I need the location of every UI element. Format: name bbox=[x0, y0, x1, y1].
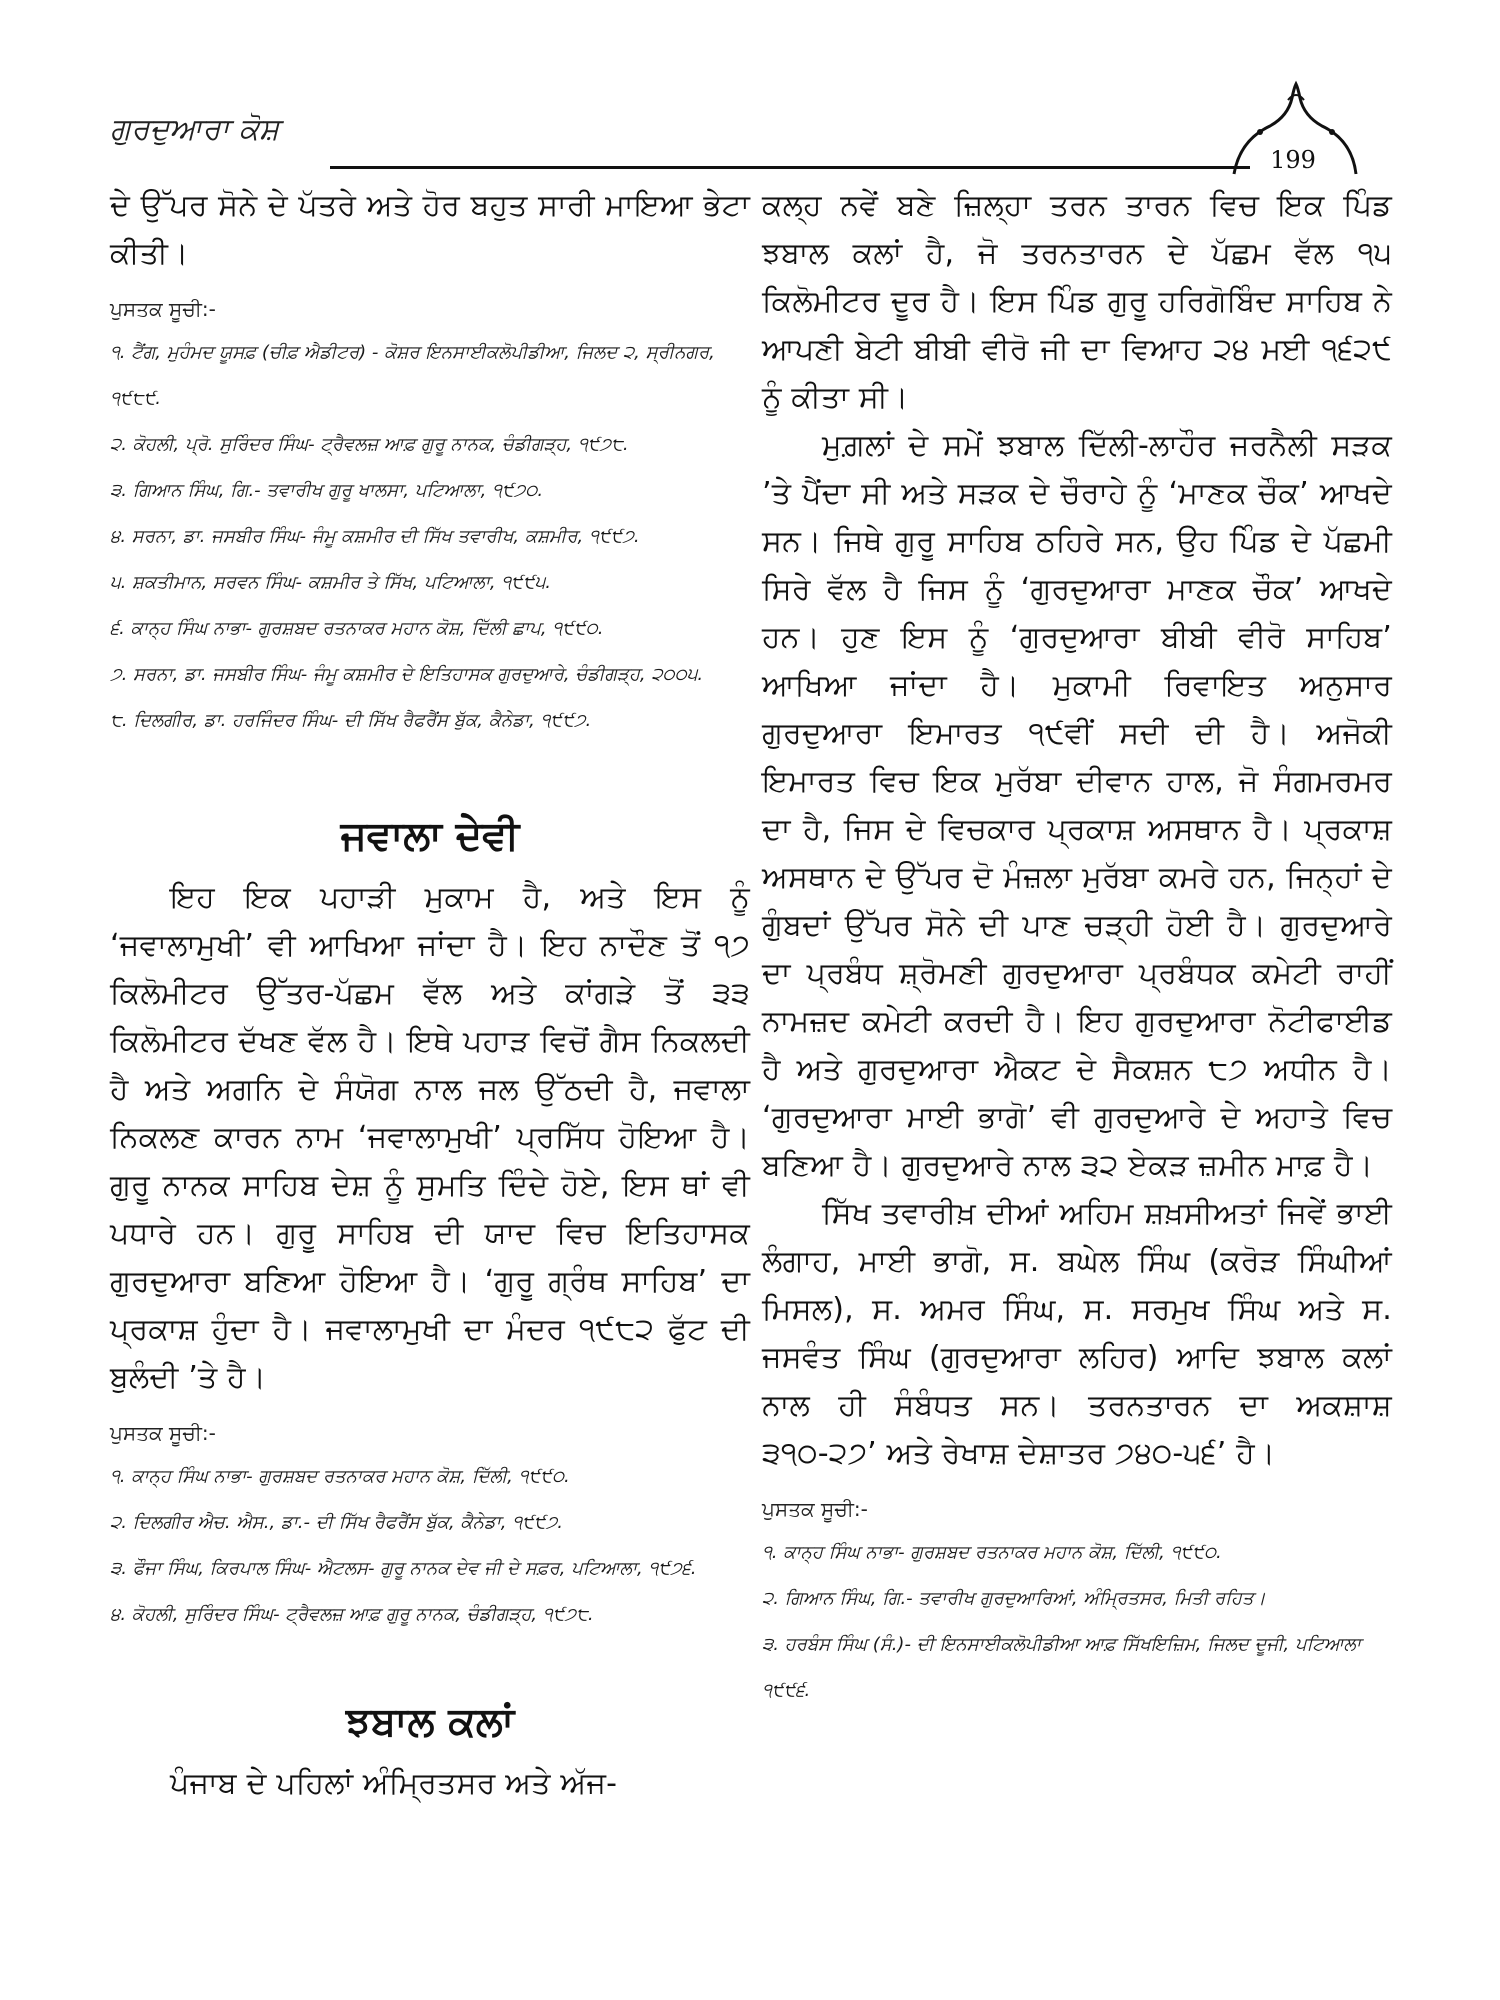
reference-list bbox=[110, 1454, 750, 1638]
reference-item: ੩. ਗਿਆਨ ਸਿੰਘ, ਗਿ.- ਤਵਾਰੀਖ ਗੁਰੂ ਖਾਲਸਾ, ਪਟਿਆਲਾ, ੧੯੭੦. bbox=[110, 480, 544, 501]
paragraph: ਕਲ੍ਹ ਨਵੇਂ ਬਣੇ ਜ਼ਿਲ੍ਹਾ ਤਰਨ ਤਾਰਨ ਵਿਚ ਇਕ ਪਿੰਡ ਝਬਾਲ ਕਲਾਂ ਹੈ, ਜੋ ਤਰਨਤਾਰਨ ਦੇ ਪੱਛਮ ਵੱਲ ੧੫ ਕਿਲੋਮੀਟਰ ਦੂਰ ਹੈ। ਇਸ ਪਿੰਡ ਗੁਰੂ ਹਰਿਗੋਬਿੰਦ ਸਾਹਿਬ ਨੇ ਆਪਣੀ ਬੇਟੀ ਬੀਬੀ ਵੀਰੋ ਜੀ ਦਾ ਵਿਆਹ ੨੪ ਮਈ ੧੬੨੯ ਨੂੰ ਕੀਤਾ ਸੀ। bbox=[762, 188, 1392, 415]
reference-list bbox=[110, 330, 750, 744]
reference-item: ੧. ਟੈਂਗ, ਮੁਹੰਮਦ ਯੂਸਫ਼ (ਚੀਫ਼ ਐਡੀਟਰ) - ਕੋਸ਼ਰ ਇਨਸਾਈਕਲੋਪੀਡੀਆ, ਜਿਲਦ ੨, ਸ੍ਰੀਨਗਰ, ੧੯੮੯. bbox=[110, 342, 715, 409]
reference-item: ੭. ਸਰਨਾ, ਡਾ. ਜਸਬੀਰ ਸਿੰਘ- ਜੰਮੂ ਕਸ਼ਮੀਰ ਦੇ ਇਤਿਹਾਸਕ ਗੁਰਦੁਆਰੇ, ਚੰਡੀਗੜ੍ਹ, ੨੦੦੫. bbox=[110, 664, 704, 685]
reference-list bbox=[762, 1530, 1392, 1714]
reference-item: ੪. ਸਰਨਾ, ਡਾ. ਜਸਬੀਰ ਸਿੰਘ- ਜੰਮੂ ਕਸ਼ਮੀਰ ਦੀ ਸਿੱਖ ਤਵਾਰੀਖ, ਕਸ਼ਮੀਰ, ੧੯੯੭. bbox=[110, 526, 640, 547]
paragraph: ਸਿੱਖ ਤਵਾਰੀਖ਼ ਦੀਆਂ ਅਹਿਮ ਸ਼ਖ਼ਸੀਅਤਾਂ ਜਿਵੇਂ ਭਾਈ ਲੰਗਾਹ, ਮਾਈ ਭਾਗੋ, ਸ. ਬਘੇਲ ਸਿੰਘ (ਕਰੋੜ ਸਿੰਘੀਆਂ ਮਿਸਲ), ਸ. ਅਮਰ ਸਿੰਘ, ਸ. ਸਰਮੁਖ ਸਿੰਘ ਅਤੇ ਸ. ਜਸਵੰਤ ਸਿੰਘ (ਗੁਰਦੁਆਰਾ ਲਹਿਰ) ਆਦਿ ਝਬਾਲ ਕਲਾਂ ਨਾਲ ਹੀ ਸੰਬੰਧਤ ਸਨ। ਤਰਨਤਾਰਨ ਦਾ ਅਕਸ਼ਾਸ਼ ੩੧੦-੨੭’ ਅਤੇ ਰੇਖਾਸ਼ ਦੇਸ਼ਾਤਰ ੭੪੦-੫੬’ ਹੈ। bbox=[762, 1196, 1392, 1471]
sources-title: ਪੁਸਤਕ ਸੂਚੀ:- bbox=[110, 297, 216, 321]
sources-title: ਪੁਸਤਕ ਸੂਚੀ:- bbox=[762, 1497, 868, 1521]
paragraph: ਮੁਗ਼ਲਾਂ ਦੇ ਸਮੇਂ ਝਬਾਲ ਦਿੱਲੀ-ਲਾਹੌਰ ਜਰਨੈਲੀ ਸੜਕ ’ਤੇ ਪੈਂਦਾ ਸੀ ਅਤੇ ਸੜਕ ਦੇ ਚੌਰਾਹੇ ਨੂੰ ‘ਮਾਣਕ ਚੌਕ’ ਆਖਦੇ ਸਨ। ਜਿਥੇ ਗੁਰੂ ਸਾਹਿਬ ਠਹਿਰੇ ਸਨ, ਉਹ ਪਿੰਡ ਦੇ ਪੱਛਮੀ ਸਿਰੇ ਵੱਲ ਹੈ ਜਿਸ ਨੂੰ ‘ਗੁਰਦੁਆਰਾ ਮਾਣਕ ਚੌਕ’ ਆਖਦੇ ਹਨ। ਹੁਣ ਇਸ ਨੂੰ ‘ਗੁਰਦੁਆਰਾ ਬੀਬੀ ਵੀਰੋ ਸਾਹਿਬ’ ਆਖਿਆ ਜਾਂਦਾ ਹੈ। ਮੁਕਾਮੀ ਰਿਵਾਇਤ ਅਨੁਸਾਰ ਗੁਰਦੁਆਰਾ ਇਮਾਰਤ ੧੯ਵੀਂ ਸਦੀ ਦੀ ਹੈ। ਅਜੋਕੀ ਇਮਾਰਤ ਵਿਚ ਇਕ ਮੁਰੱਬਾ ਦੀਵਾਨ ਹਾਲ, ਜੋ ਸੰਗਮਰਮਰ ਦਾ ਹੈ, ਜਿਸ ਦੇ ਵਿਚਕਾਰ ਪ੍ਰਕਾਸ਼ ਅਸਥਾਨ ਹੈ। ਪ੍ਰਕਾਸ਼ ਅਸਥਾਨ ਦੇ ਉੱਪਰ ਦੋ ਮੰਜ਼ਲਾ ਮੁਰੱਬਾ ਕਮਰੇ ਹਨ, ਜਿਨ੍ਹਾਂ ਦੇ ਗੁੰਬਦਾਂ ਉੱਪਰ ਸੋਨੇ ਦੀ ਪਾਣ ਚੜ੍ਹੀ ਹੋਈ ਹੈ। ਗੁਰਦੁਆਰੇ ਦਾ ਪ੍ਰਬੰਧ ਸ਼੍ਰੋਮਣੀ ਗੁਰਦੁਆਰਾ ਪ੍ਰਬੰਧਕ ਕਮੇਟੀ ਰਾਹੀਂ ਨਾਮਜ਼ਦ ਕਮੇਟੀ ਕਰਦੀ ਹੈ। ਇਹ ਗੁਰਦੁਆਰਾ ਨੋਟੀਫਾਈਡ ਹੈ ਅਤੇ ਗੁਰਦੁਆਰਾ ਐਕਟ ਦੇ ਸੈਕਸ਼ਨ ੮੭ ਅਧੀਨ ਹੈ। ‘ਗੁਰਦੁਆਰਾ ਮਾਈ ਭਾਗੋ’ ਵੀ ਗੁਰਦੁਆਰੇ ਦੇ ਅਹਾਤੇ ਵਿਚ ਬਣਿਆ ਹੈ। ਗੁਰਦੁਆਰੇ ਨਾਲ ੩੨ ਏਕੜ ਜ਼ਮੀਨ ਮਾਫ਼ ਹੈ। bbox=[762, 428, 1392, 1183]
reference-item: ੨. ਕੋਹਲੀ, ਪ੍ਰੋ. ਸੁਰਿੰਦਰ ਸਿੰਘ- ਟ੍ਰੈਵਲਜ਼ ਆਫ਼ ਗੁਰੂ ਨਾਨਕ, ਚੰਡੀਗੜ੍ਹ, ੧੯੭੮. bbox=[110, 434, 629, 455]
header-rule bbox=[330, 166, 1250, 169]
reference-item: ੮. ਦਿਲਗੀਰ, ਡਾ. ਹਰਜਿੰਦਰ ਸਿੰਘ- ਦੀ ਸਿੱਖ ਰੈਫਰੈਂਸ ਬੁੱਕ, ਕੈਨੇਡਾ, ੧੯੯੭. bbox=[110, 710, 592, 731]
sources-title: ਪੁਸਤਕ ਸੂਚੀ:- bbox=[110, 1421, 216, 1445]
reference-item: ੨. ਦਿਲਗੀਰ ਐਚ. ਐਸ., ਡਾ.- ਦੀ ਸਿੱਖ ਰੈਫਰੈਂਸ ਬੁੱਕ, ਕੈਨੇਡਾ, ੧੯੯੭. bbox=[110, 1512, 563, 1533]
left-column bbox=[110, 182, 750, 1808]
reference-item: ੨. ਗਿਆਨ ਸਿੰਘ, ਗਿ.- ਤਵਾਰੀਖ ਗੁਰਦੁਆਰਿਆਂ, ਅੰਮ੍ਰਿਤਸਰ, ਮਿਤੀ ਰਹਿਤ। bbox=[762, 1588, 1266, 1609]
reference-item: ੫. ਸ਼ਕਤੀਮਾਨ, ਸਰਵਨ ਸਿੰਘ- ਕਸ਼ਮੀਰ ਤੇ ਸਿੱਖ, ਪਟਿਆਲਾ, ੧੯੯੫. bbox=[110, 572, 551, 593]
section-heading-jawala-devi: ਜਵਾਲਾ ਦੇਵੀ bbox=[340, 813, 520, 859]
right-column bbox=[762, 182, 1392, 1714]
reference-item: ੩. ਫੌਜਾ ਸਿੰਘ, ਕਿਰਪਾਲ ਸਿੰਘ- ਐਟਲਸ- ਗੁਰੂ ਨਾਨਕ ਦੇਵ ਜੀ ਦੇ ਸਫ਼ਰ, ਪਟਿਆਲਾ, ੧੯੭੬. bbox=[110, 1558, 697, 1579]
reference-item: ੬. ਕਾਨ੍ਹ ਸਿੰਘ ਨਾਭਾ- ਗੁਰਸ਼ਬਦ ਰਤਨਾਕਰ ਮਹਾਨ ਕੋਸ਼, ਦਿੱਲੀ ਛਾਪ, ੧੯੯੦. bbox=[110, 618, 604, 639]
reference-item: ੩. ਹਰਬੰਸ ਸਿੰਘ (ਸੰ.)- ਦੀ ਇਨਸਾਈਕਲੋਪੀਡੀਆ ਆਫ਼ ਸਿੱਖਇਜ਼ਿਮ, ਜਿਲਦ ਦੂਜੀ, ਪਟਿਆਲਾ ੧੯੯੬. bbox=[762, 1634, 1361, 1701]
reference-item: ੪. ਕੋਹਲੀ, ਸੁਰਿੰਦਰ ਸਿੰਘ- ਟ੍ਰੈਵਲਜ਼ ਆਫ਼ ਗੁਰੂ ਨਾਨਕ, ਚੰਡੀਗੜ੍ਹ, ੧੯੭੮. bbox=[110, 1604, 594, 1625]
page-number: 199 bbox=[1270, 146, 1316, 174]
section-body: ਪੰਜਾਬ ਦੇ ਪਹਿਲਾਂ ਅੰਮ੍ਰਿਤਸਰ ਅਤੇ ਅੱਜ- bbox=[170, 1766, 618, 1801]
section-body: ਇਹ ਇਕ ਪਹਾੜੀ ਮੁਕਾਮ ਹੈ, ਅਤੇ ਇਸ ਨੂੰ ‘ਜਵਾਲਾਮੁਖੀ’ ਵੀ ਆਖਿਆ ਜਾਂਦਾ ਹੈ। ਇਹ ਨਾਦੌਣ ਤੋਂ ੧੭ ਕਿਲੋਮੀਟਰ ਉੱਤਰ-ਪੱਛਮ ਵੱਲ ਅਤੇ ਕਾਂਗੜੇ ਤੋਂ ੩੩ ਕਿਲੋਮੀਟਰ ਦੱਖਣ ਵੱਲ ਹੈ। ਇਥੇ ਪਹਾੜ ਵਿਚੋਂ ਗੈਸ ਨਿਕਲਦੀ ਹੈ ਅਤੇ ਅਗਨਿ ਦੇ ਸੰਯੋਗ ਨਾਲ ਜਲ ਉੱਠਦੀ ਹੈ, ਜਵਾਲਾ ਨਿਕਲਣ ਕਾਰਨ ਨਾਮ ‘ਜਵਾਲਾਮੁਖੀ’ ਪ੍ਰਸਿੱਧ ਹੋਇਆ ਹੈ। ਗੁਰੂ ਨਾਨਕ ਸਾਹਿਬ ਦੇਸ਼ ਨੂੰ ਸੁਮਤਿ ਦਿੰਦੇ ਹੋਏ, ਇਸ ਥਾਂ ਵੀ ਪਧਾਰੇ ਹਨ। ਗੁਰੂ ਸਾਹਿਬ ਦੀ ਯਾਦ ਵਿਚ ਇਤਿਹਾਸਕ ਗੁਰਦੁਆਰਾ ਬਣਿਆ ਹੋਇਆ ਹੈ। ‘ਗੁਰੂ ਗ੍ਰੰਥ ਸਾਹਿਬ’ ਦਾ ਪ੍ਰਕਾਸ਼ ਹੁੰਦਾ ਹੈ। ਜਵਾਲਾਮੁਖੀ ਦਾ ਮੰਦਰ ੧੯੮੨ ਫੁੱਟ ਦੀ ਬੁਲੰਦੀ ’ਤੇ ਹੈ। bbox=[110, 880, 750, 1395]
reference-item: ੧. ਕਾਨ੍ਹ ਸਿੰਘ ਨਾਭਾ- ਗੁਰਸ਼ਬਦ ਰਤਨਾਕਰ ਮਹਾਨ ਕੋਸ਼, ਦਿੱਲੀ, ੧੯੯੦. bbox=[762, 1542, 1222, 1563]
reference-item: ੧. ਕਾਨ੍ਹ ਸਿੰਘ ਨਾਭਾ- ਗੁਰਸ਼ਬਦ ਰਤਨਾਕਰ ਮਹਾਨ ਕੋਸ਼, ਦਿੱਲੀ, ੧੯੯੦. bbox=[110, 1466, 570, 1487]
running-title: ਗੁਰਦੁਆਰਾ ਕੋਸ਼ bbox=[110, 112, 280, 147]
continuation-paragraph: ਦੇ ਉੱਪਰ ਸੋਨੇ ਦੇ ਪੱਤਰੇ ਅਤੇ ਹੋਰ ਬਹੁਤ ਸਾਰੀ ਮਾਇਆ ਭੇਟਾ ਕੀਤੀ। bbox=[110, 188, 750, 271]
section-heading-jhabal-kalan: ਝਬਾਲ ਕਲਾਂ bbox=[345, 1699, 515, 1745]
